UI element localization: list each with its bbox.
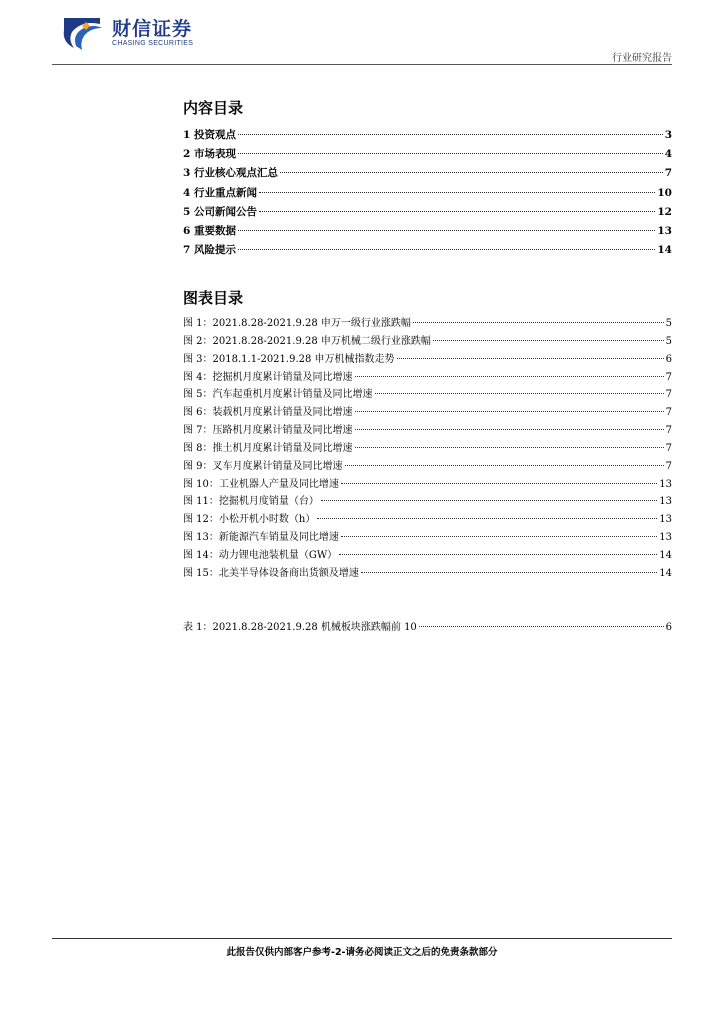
dot-leader	[413, 322, 664, 323]
brand-name: 财信证券	[112, 17, 193, 40]
page-header	[52, 10, 672, 65]
figure-entry-label: 图 9：叉车月度累计销量及同比增速	[183, 460, 343, 472]
figure-entry[interactable]	[183, 528, 672, 546]
toc-entry[interactable]	[183, 146, 672, 165]
table-list	[183, 618, 672, 636]
figure-entry-label: 图 15：北美半导体设备商出货额及增速	[183, 567, 359, 579]
dot-leader	[341, 536, 657, 537]
dot-leader	[375, 393, 664, 394]
figure-entry-page: 13	[659, 496, 672, 508]
dot-leader	[238, 153, 663, 154]
figure-entry-label: 图 4：挖掘机月度累计销量及同比增速	[183, 371, 353, 383]
toc-entry-label: 3 行业核心观点汇总	[183, 167, 278, 180]
figure-entry-page: 14	[659, 567, 672, 579]
figure-entry-page: 7	[665, 407, 672, 419]
figure-entry[interactable]	[183, 492, 672, 510]
dot-leader	[280, 172, 663, 173]
dot-leader	[259, 192, 655, 193]
toc-entry[interactable]	[183, 185, 672, 204]
figure-entry-page: 13	[659, 514, 672, 526]
dot-leader	[341, 483, 657, 484]
dot-leader	[355, 447, 664, 448]
dot-leader	[355, 411, 664, 412]
toc-entry-page: 3	[664, 129, 672, 141]
toc-entry[interactable]	[183, 242, 672, 261]
toc-entry-label: 2 市场表现	[183, 148, 236, 161]
toc-entry-page: 7	[664, 167, 672, 180]
dot-leader	[433, 340, 664, 341]
figure-entry-label: 图 7：压路机月度累计销量及同比增速	[183, 425, 353, 437]
footer-disclaimer: 此报告仅供内部客户参考-2-请务必阅读正文之后的免责条款部分	[226, 947, 498, 958]
dot-leader	[238, 230, 655, 231]
dot-leader	[361, 572, 657, 573]
toc-entry-page: 12	[657, 205, 672, 218]
figure-entry-label: 图 12：小松开机小时数（h）	[183, 514, 316, 526]
toc-entry-label: 7 风险提示	[183, 244, 236, 257]
figure-entry-page: 7	[665, 442, 672, 454]
logo-mark-icon	[60, 12, 106, 52]
figure-entry-label: 图 10：工业机器人产量及同比增速	[183, 478, 339, 490]
figure-entry-label: 图 1：2021.8.28-2021.9.28 申万一级行业涨跌幅	[183, 318, 411, 329]
dot-leader	[321, 500, 657, 501]
figure-entry-page: 5	[665, 318, 672, 329]
toc-entry-page: 14	[657, 244, 672, 257]
figure-entry-page: 14	[659, 549, 672, 561]
report-type-label: 行业研究报告	[612, 53, 672, 64]
figure-entry[interactable]	[183, 564, 672, 582]
figure-entry[interactable]	[183, 439, 672, 457]
figure-entry[interactable]	[183, 385, 672, 403]
figure-entry[interactable]	[183, 475, 672, 493]
figure-entry-page: 5	[665, 335, 672, 347]
table-entry-label: 表 1：2021.8.28-2021.9.28 机械板块涨跌幅前 10	[183, 622, 417, 633]
figure-entry[interactable]	[183, 421, 672, 439]
footer-divider	[52, 938, 672, 939]
figure-entry-page: 13	[659, 532, 672, 544]
toc-entry[interactable]	[183, 204, 672, 223]
figure-entry-label: 图 5：汽车起重机月度累计销量及同比增速	[183, 389, 373, 401]
dot-leader	[259, 211, 655, 212]
dot-leader	[339, 554, 657, 555]
figure-entry-label: 图 14：动力锂电池装机量（GW）	[183, 549, 338, 561]
figure-entry[interactable]	[183, 546, 672, 564]
toc-entry[interactable]	[183, 127, 672, 146]
figure-entry-page: 6	[665, 353, 672, 365]
figure-list-title: 图表目录	[183, 289, 244, 307]
dot-leader	[419, 626, 664, 627]
table-entry-page: 6	[665, 622, 672, 633]
figure-entry[interactable]	[183, 457, 672, 475]
figure-entry-page: 7	[665, 425, 672, 437]
dot-leader	[355, 376, 664, 377]
figure-entry-page: 7	[665, 389, 672, 401]
dot-leader	[238, 134, 663, 135]
toc-entry-page: 4	[664, 148, 672, 161]
figure-entry-label: 图 2：2021.8.28-2021.9.28 申万机械二级行业涨跌幅	[183, 335, 431, 347]
figure-entry-label: 图 11：挖掘机月度销量（台）	[183, 496, 319, 508]
header-divider	[52, 64, 672, 65]
dot-leader	[317, 518, 657, 519]
figure-entry[interactable]	[183, 332, 672, 350]
toc-entry[interactable]	[183, 165, 672, 184]
toc-entry-label: 6 重要数据	[183, 224, 236, 237]
toc-entry-page: 13	[657, 224, 672, 237]
toc-entry-label: 5 公司新闻公告	[183, 205, 257, 218]
toc-entry-label: 1 投资观点	[183, 129, 236, 141]
dot-leader	[238, 249, 655, 250]
figure-entry-page: 13	[659, 478, 672, 490]
figure-entry-label: 图 3：2018.1.1-2021.9.28 申万机械指数走势	[183, 353, 395, 365]
figure-entry[interactable]	[183, 403, 672, 421]
company-logo	[60, 12, 193, 52]
figure-entry-page: 7	[665, 460, 672, 472]
figure-entry-page: 7	[665, 371, 672, 383]
brand-name-english: CHASING SECURITIES	[112, 39, 194, 47]
table-entry[interactable]	[183, 618, 672, 636]
dot-leader	[397, 358, 664, 359]
figure-entry[interactable]	[183, 350, 672, 368]
toc-entry-page: 10	[657, 186, 672, 199]
figure-entry[interactable]	[183, 368, 672, 386]
figure-entry[interactable]	[183, 314, 672, 332]
figure-entry-label: 图 8：推土机月度累计销量及同比增速	[183, 442, 353, 454]
figure-list	[183, 314, 672, 582]
toc-entry[interactable]	[183, 223, 672, 242]
dot-leader	[345, 465, 664, 466]
dot-leader	[355, 429, 664, 430]
toc-title: 内容目录	[183, 99, 244, 117]
figure-entry[interactable]	[183, 510, 672, 528]
toc-entry-label: 4 行业重点新闻	[183, 186, 257, 199]
figure-entry-label: 图 13：新能源汽车销量及同比增速	[183, 532, 339, 544]
toc-list	[183, 127, 672, 261]
figure-entry-label: 图 6：装载机月度累计销量及同比增速	[183, 407, 353, 419]
